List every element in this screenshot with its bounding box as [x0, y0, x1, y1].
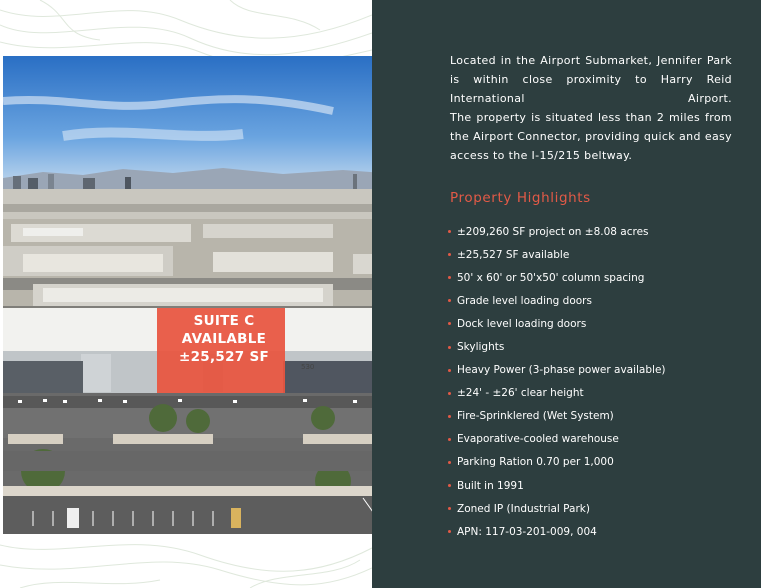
- bullet-icon: [448, 253, 451, 256]
- highlight-item: Heavy Power (3-phase power available): [448, 359, 666, 382]
- bullet-icon: [448, 438, 451, 441]
- bullet-icon: [448, 230, 451, 233]
- bullet-icon: [448, 276, 451, 279]
- building-number: 530: [301, 363, 315, 371]
- highlight-item: Skylights: [448, 335, 666, 358]
- highlight-item: ±25,527 SF available: [448, 243, 666, 266]
- highlight-item: ±209,260 SF project on ±8.08 acres: [448, 220, 666, 243]
- bullet-icon: [448, 322, 451, 325]
- intro-paragraph-1: Located in the Airport Submarket, Jennifer Park is within close proximity to Harry Reid International Airport.: [450, 54, 732, 105]
- bullet-icon: [448, 369, 451, 372]
- highlight-item: Built in 1991: [448, 474, 666, 497]
- bullet-icon: [448, 392, 451, 395]
- highlights-heading: Property Highlights: [450, 190, 591, 206]
- right-panel: [372, 0, 761, 588]
- suite-label-line3: ±25,527 SF: [178, 349, 270, 365]
- highlight-item: Zoned IP (Industrial Park): [448, 497, 666, 520]
- intro-paragraph-2: The property is situated less than 2 miles from the Airport Connector, providing quick and easy access to the I-15/215 beltway.: [450, 111, 732, 162]
- highlight-item: Evaporative-cooled warehouse: [448, 428, 666, 451]
- highlight-item: 50' x 60' or 50'x50' column spacing: [448, 266, 666, 289]
- bullet-icon: [448, 484, 451, 487]
- bullet-icon: [448, 530, 451, 533]
- highlight-item: Grade level loading doors: [448, 289, 666, 312]
- highlight-item: Fire-Sprinklered (Wet System): [448, 405, 666, 428]
- bullet-icon: [448, 299, 451, 302]
- intro-text: [450, 51, 732, 165]
- suite-label-line1: SUITE C: [193, 313, 255, 329]
- suite-c-label: [165, 312, 283, 366]
- highlight-item: ±24' - ±26' clear height: [448, 382, 666, 405]
- suite-label-line2: AVAILABLE: [181, 331, 267, 347]
- bullet-icon: [448, 507, 451, 510]
- highlight-item: Parking Ration 0.70 per 1,000: [448, 451, 666, 474]
- aerial-photo: [3, 56, 372, 534]
- highlight-item: APN: 117-03-201-009, 004: [448, 520, 666, 543]
- bullet-icon: [448, 461, 451, 464]
- bullet-icon: [448, 346, 451, 349]
- highlights-list: [448, 220, 666, 543]
- left-panel: [0, 0, 372, 588]
- highlight-item: Dock level loading doors: [448, 312, 666, 335]
- bullet-icon: [448, 415, 451, 418]
